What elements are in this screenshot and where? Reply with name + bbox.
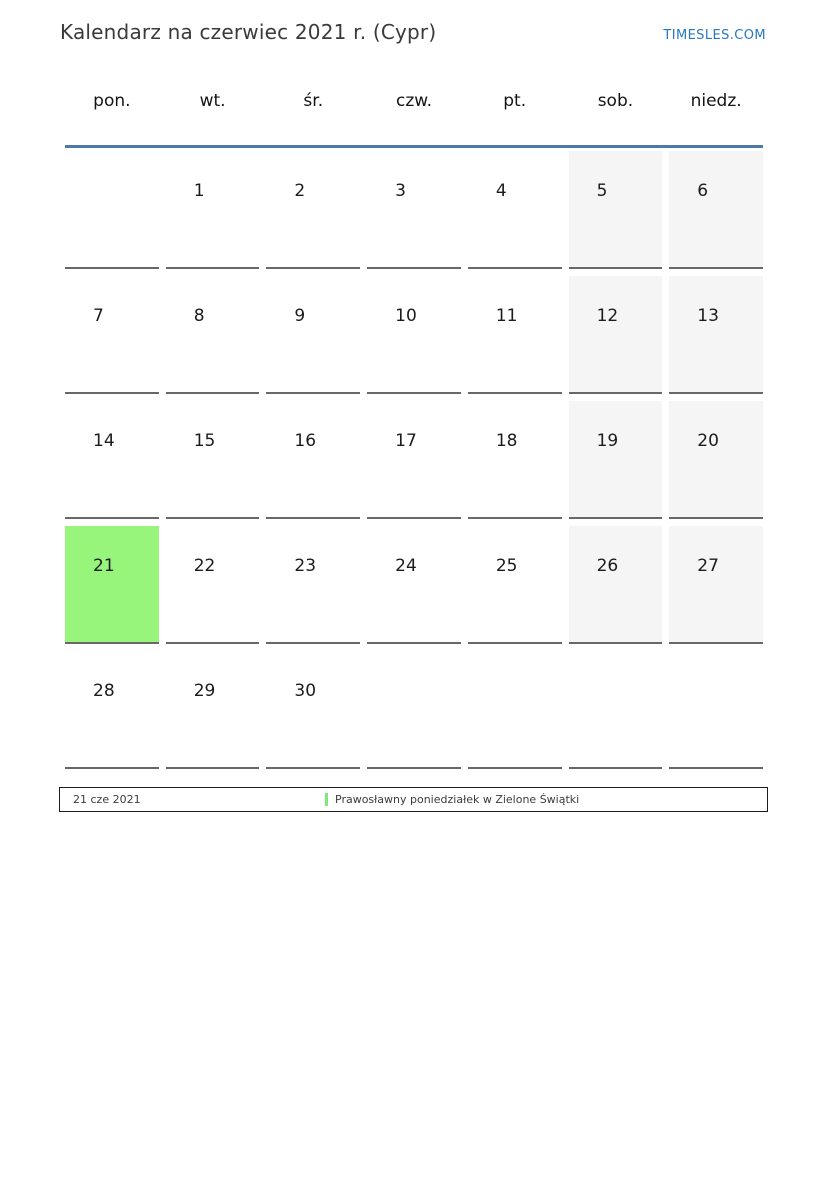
calendar-cell-25: [468, 526, 562, 644]
calendar-cell-23: [266, 526, 360, 644]
calendar: [65, 87, 763, 769]
calendar-cell-9: [266, 276, 360, 394]
calendar-cell-22: [166, 526, 260, 644]
day-number: 10: [395, 306, 417, 326]
weekday-label-tue: wt.: [199, 91, 226, 111]
calendar-cell-2: [266, 151, 360, 269]
calendar-cell-21: [65, 526, 159, 644]
calendar-grid: [65, 151, 763, 769]
day-number: 24: [395, 556, 417, 576]
calendar-cell-5: [569, 151, 663, 269]
calendar-cell-30: [266, 651, 360, 769]
day-number: 23: [294, 556, 317, 576]
day-number: 5: [596, 181, 608, 201]
calendar-cell-24: [367, 526, 461, 644]
day-number: 17: [395, 431, 417, 451]
day-number: 30: [294, 681, 317, 701]
day-number: 28: [93, 681, 115, 701]
weekday-label-thu: czw.: [395, 91, 432, 111]
calendar-cell-16: [266, 401, 360, 519]
day-number: 26: [596, 556, 619, 576]
calendar-cell-18: [468, 401, 562, 519]
day-number: 27: [697, 556, 719, 576]
legend-date: 21 cze 2021: [73, 793, 141, 806]
day-number: 13: [697, 306, 719, 326]
calendar-cell-27: [669, 526, 763, 644]
calendar-cell-26: [569, 526, 663, 644]
calendar-cell-20: [669, 401, 763, 519]
calendar-cell-12: [569, 276, 663, 394]
day-number: 11: [495, 306, 518, 326]
day-number: 19: [596, 431, 619, 451]
calendar-cell-28: [65, 651, 159, 769]
weekday-label-wed: śr.: [303, 91, 324, 111]
day-number: 25: [495, 556, 518, 576]
day-number: 16: [294, 431, 317, 451]
day-number: 4: [495, 181, 507, 201]
legend-box: [59, 787, 768, 812]
weekday-header-row: [65, 87, 763, 148]
weekday-label-fri: pt.: [503, 91, 527, 111]
day-number: 2: [294, 181, 306, 201]
day-number: 29: [193, 681, 216, 701]
day-number: 12: [596, 306, 619, 326]
day-number: 18: [495, 431, 518, 451]
day-number: 1: [193, 181, 205, 201]
calendar-cell-3: [367, 151, 461, 269]
day-number: 15: [193, 431, 216, 451]
legend-event-label: Prawosławny poniedziałek w Zielone Świątki: [335, 793, 580, 806]
weekday-label-sun: niedz.: [690, 91, 742, 111]
day-number: 9: [294, 306, 306, 326]
calendar-page: [0, 20, 827, 1189]
event-marker-icon: [325, 793, 328, 806]
day-number: 8: [193, 306, 205, 326]
calendar-cell-29: [166, 651, 260, 769]
day-number: 7: [93, 306, 104, 326]
day-number: 6: [697, 181, 709, 201]
calendar-cell-empty: [569, 651, 663, 769]
calendar-cell-14: [65, 401, 159, 519]
calendar-cell-8: [166, 276, 260, 394]
calendar-cell-empty: [468, 651, 562, 769]
calendar-cell-4: [468, 151, 562, 269]
weekday-label-sat: sob.: [597, 91, 634, 111]
calendar-cell-1: [166, 151, 260, 269]
calendar-cell-6: [669, 151, 763, 269]
page-header: [60, 20, 766, 44]
calendar-cell-17: [367, 401, 461, 519]
calendar-cell-15: [166, 401, 260, 519]
site-link[interactable]: TIMESLES.COM: [663, 28, 766, 43]
day-number: 20: [697, 431, 719, 451]
day-number: 3: [395, 181, 406, 201]
legend-event: [325, 793, 579, 806]
calendar-cell-empty: [65, 151, 159, 269]
calendar-cell-empty: [367, 651, 461, 769]
day-number: 14: [93, 431, 115, 451]
calendar-cell-10: [367, 276, 461, 394]
calendar-cell-11: [468, 276, 562, 394]
calendar-cell-7: [65, 276, 159, 394]
day-number: 21: [93, 556, 115, 576]
calendar-cell-empty: [669, 651, 763, 769]
weekday-label-mon: pon.: [93, 91, 131, 111]
page-title: Kalendarz na czerwiec 2021 r. (Cypr): [60, 20, 437, 44]
calendar-cell-13: [669, 276, 763, 394]
calendar-cell-19: [569, 401, 663, 519]
day-number: 22: [193, 556, 216, 576]
